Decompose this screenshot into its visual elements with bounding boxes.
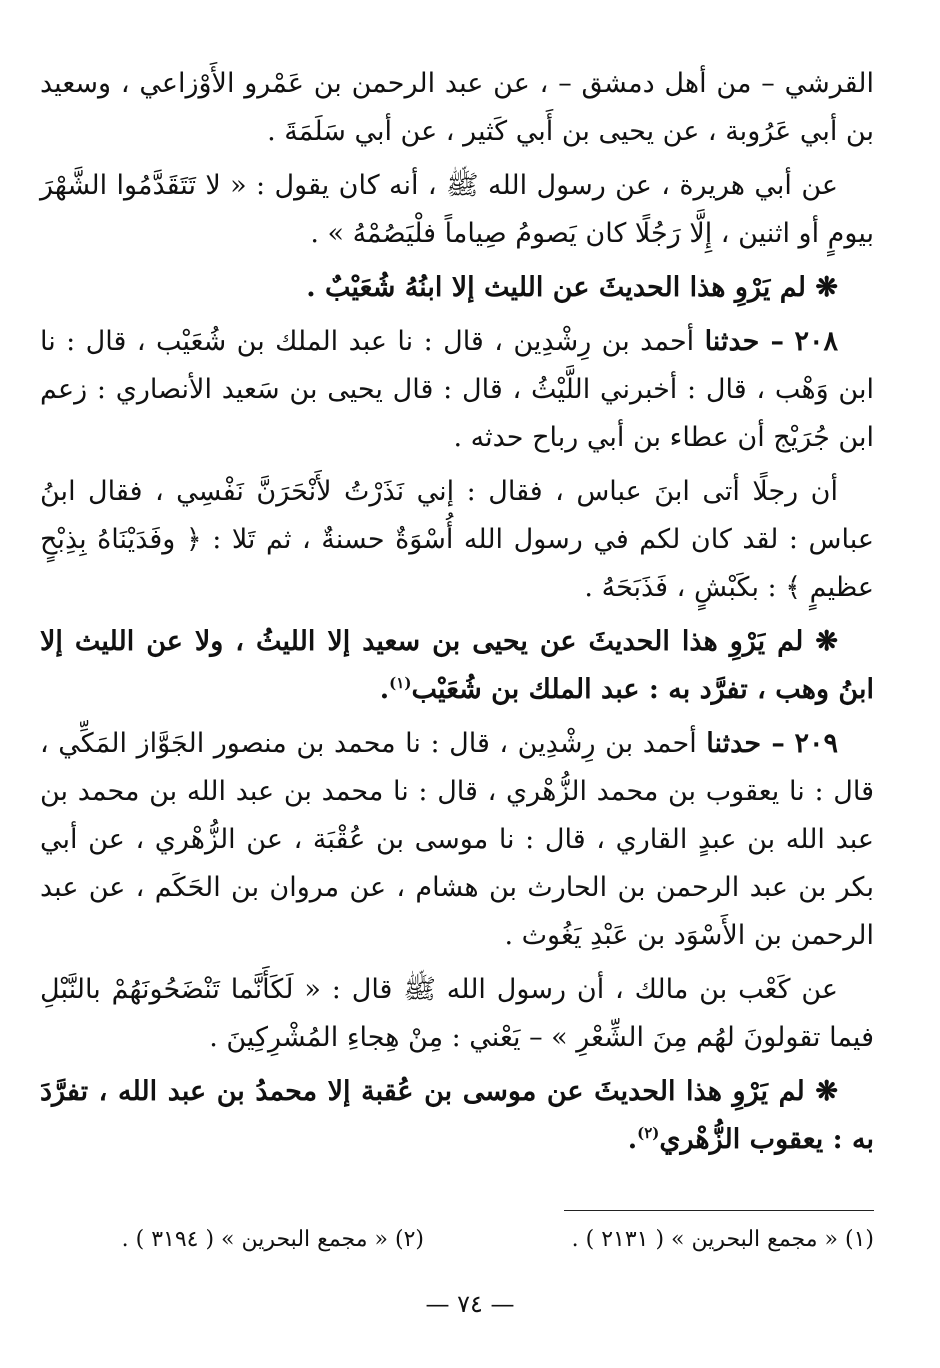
footnote-ref: (١): [389, 674, 412, 692]
paragraph-text: أحمد بن رِشْدِين ، قال : نا عبد الملك بن شُعَيْب ، قال : نا ابن وَهْب ، قال : أخبرني اللَّيْثُ ، قال : قال يحيى بن سَعيد الأنصاري : زعم ابن جُرَيْج أن عطاء بن أبي رباح حدثه .: [40, 326, 874, 453]
paragraph-hadith-208-matn: [40, 468, 874, 612]
asterism-icon: ❋: [815, 626, 838, 657]
paragraph-text: القرشي – من أهل دمشق – ، عن عبد الرحمن بن عَمْرو الأَوْزاعي ، وسعيد بن أبي عَرُوبة ، عن يحيى بن أَبي كَثير ، عن أبي سَلَمَةَ .: [40, 68, 874, 147]
asterism-icon: ❋: [815, 272, 838, 303]
paragraph-text: لم يَرْوِ هذا الحديثَ عن يحيى بن سعيد إلا الليثُ ، ولا عن الليث إلا ابنُ وهب ، تفرَّد به : عبد الملك بن شُعَيْب: [40, 626, 874, 705]
paragraph-text: لم يَرْوِ هذا الحديثَ عن موسى بن عُقبة إلا محمدُ بن عبد الله ، تفرَّدَ به : يعقوب الزُّهْري: [40, 1076, 874, 1155]
footnote-2: (٢) « مجمع البحرين » ( ٣١٩٤ ) .: [121, 1227, 424, 1252]
hadith-number: ٢٠٨: [794, 326, 838, 357]
page-body: [40, 60, 874, 1170]
paragraph-text: عن كَعْب بن مالك ، أن رسول الله ﷺ قال : « لَكَأَنَّما تَنْضَحُونَهُمْ بالنَّبْلِ فيما تقولونَ لهُم مِنَ الشِّعْرِ » – يَعْني : مِنْ هِجاءِ المُشْرِكِينَ .: [40, 974, 874, 1053]
paragraph-lead: حدثنا: [704, 326, 760, 357]
paragraph-tail: .: [627, 1124, 638, 1155]
footnote-ref: (٢): [637, 1124, 660, 1142]
paragraph-lead: حدثنا: [706, 728, 762, 759]
paragraph-text: عن أبي هريرة ، عن رسول الله ﷺ ، أنه كان يقول : « لا تَتَقَدَّمُوا الشَّهْرَ بيومٍ أو اثنين ، إِلَّا رَجُلًا كان يَصومُ صِياماً فلْيَصُمْهُ » .: [40, 170, 874, 249]
paragraph-hadith-208-isnad: ٢٠٨ – حدثنا أحمد بن رِشْدِين ، قال : نا عبد الملك بن شُعَيْب ، قال : نا ابن وَهْب ، قال : أخبرني اللَّيْثُ ، قال : قال يحيى بن سَعيد الأنصاري : زعم ابن جُرَيْج أن عطاء بن أبي رباح حدثه .: [40, 326, 874, 453]
paragraph-commentary: [40, 1068, 874, 1164]
paragraph-tail: .: [379, 674, 390, 705]
paragraph-text: لم يَرْوِ هذا الحديثَ عن الليث إلا ابنُهُ شُعَيْبٌ .: [306, 272, 806, 303]
paragraph-commentary: [40, 264, 874, 312]
paragraph-commentary: [40, 618, 874, 714]
paragraph-isnad-continuation: [40, 60, 874, 156]
paragraph-hadith-matn: [40, 162, 874, 258]
footnote-1: (١) « مجمع البحرين » ( ٢١٣١ ) .: [571, 1227, 874, 1252]
paragraph-text: أن رجلًا أتى ابنَ عباس ، فقال : إني نَذَرْتُ لأَنْحَرَنَّ نَفْسِي ، فقال ابنُ عباس : لقد كان لكم في رسول الله أُسْوَةٌ حسنةٌ ، ثم تَلا : ﴿ وفَدَيْنَاهُ بِذِبْحٍ عظيمٍ ﴾ : بكَبْشٍ ، فَذَبَحَهُ .: [40, 476, 874, 603]
hadith-number: ٢٠٩: [794, 728, 838, 759]
paragraph-hadith-209-isnad: ٢٠٩ – حدثنا أحمد بن رِشْدِين ، قال : نا محمد بن منصور الجَوَّاز المَكِّي ، قال : نا يعقوب بن محمد الزُّهْري ، قال : نا محمد بن عبد الله بن محمد بن عبد الله بن عبدٍ القاري ، قال : نا موسى بن عُقْبَة ، عن الزُّهْري ، عن أبي بكر بن عبد الرحمن بن الحارث بن هشام ، عن مروان بن الحَكَم ، عن عبد الرحمن بن الأَسْوَد بن عَبْدِ يَغُوث .: [40, 728, 874, 951]
footnote-divider: [564, 1210, 874, 1211]
page-number: — ٧٤ —: [425, 1290, 515, 1318]
asterism-icon: ❋: [815, 1076, 838, 1107]
footnotes: [40, 1222, 874, 1258]
paragraph-hadith-209-matn: [40, 966, 874, 1062]
paragraph-text: أحمد بن رِشْدِين ، قال : نا محمد بن منصور الجَوَّاز المَكِّي ، قال : نا يعقوب بن محمد الزُّهْري ، قال : نا محمد بن عبد الله بن محمد بن عبد الله بن عبدٍ القاري ، قال : نا موسى بن عُقْبَة ، عن الزُّهْري ، عن أبي بكر بن عبد الرحمن بن الحارث بن هشام ، عن مروان بن الحَكَم ، عن عبد الرحمن بن الأَسْوَد بن عَبْدِ يَغُوث .: [40, 728, 874, 951]
